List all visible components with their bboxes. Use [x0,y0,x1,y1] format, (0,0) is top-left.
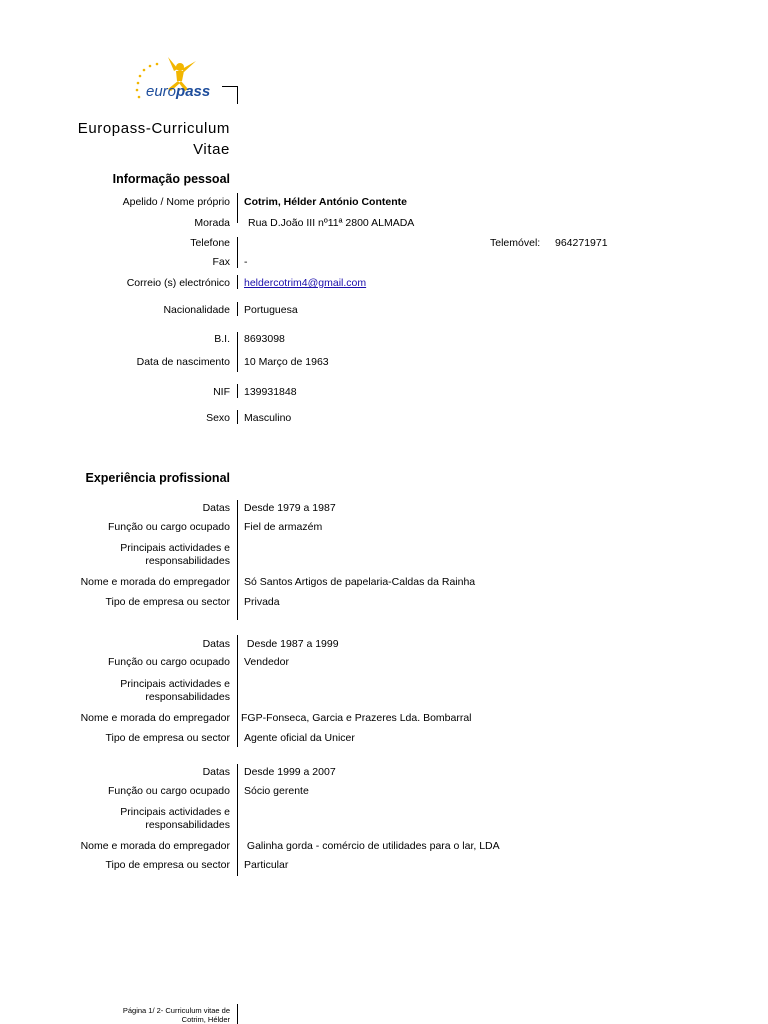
employer-label: Nome e morada do empregador [80,712,230,724]
employer-value: Galinha gorda - comércio de utilidades para o lar, LDA [244,840,500,852]
phone-label: Telefone [190,237,230,249]
role-value: Vendedor [244,656,289,668]
divider-line [237,302,238,316]
activities-label-line2: responsabilidades [145,819,230,831]
dates-value: Desde 1987 a 1999 [244,638,339,650]
email-link[interactable]: heldercotrim4@gmail.com [244,277,367,289]
role-label: Função ou cargo ocupado [107,521,230,533]
divider-line [237,256,238,268]
nationality-label: Nacionalidade [163,304,230,316]
role-value: Sócio gerente [244,785,309,797]
dates-label: Datas [202,766,230,778]
activities-label-line2: responsabilidades [145,691,230,703]
bi-label: B.I. [214,333,230,345]
role-label: Função ou cargo ocupado [107,656,230,668]
employer-label: Nome e morada do empregador [80,576,230,588]
bi-value: 8693098 [244,333,285,345]
activities-label-line2: responsabilidades [145,555,230,567]
europass-wordmark: europass [146,83,211,100]
role-label: Função ou cargo ocupado [107,785,230,797]
name-value: Cotrim, Hélder António Contente [244,196,407,208]
dates-value: Desde 1999 a 2007 [244,766,336,778]
birth-value: 10 Março de 1963 [244,356,329,368]
dates-label: Datas [202,638,230,650]
fax-value: - [244,256,248,268]
nationality-value: Portuguesa [244,304,298,316]
header-rule [222,86,238,87]
divider-line [237,193,238,223]
mobile-value: 964271971 [555,237,608,249]
activities-label-line1: Principais actividades e [120,542,230,554]
fax-label: Fax [212,256,230,268]
email-label: Correio (s) electrónico [126,277,230,289]
divider-line [237,1004,238,1024]
page-footer: Página 1/ 2- Curriculum vitae de Cotrim, Hélder [122,1006,230,1024]
divider-line [237,275,238,289]
name-label: Apelido / Nome próprio [122,196,230,208]
divider-line [237,332,238,372]
employer-label: Nome e morada do empregador [80,840,230,852]
dates-label: Datas [202,502,230,514]
mobile-label: Telemóvel: [490,237,541,249]
section-heading-personal: Informação pessoal [112,172,230,186]
divider-line [237,410,238,424]
divider-line [237,764,238,876]
sector-label: Tipo de empresa ou sector [105,596,230,608]
activities-label-line1: Principais actividades e [120,678,230,690]
dates-value: Desde 1979 a 1987 [244,502,336,514]
divider-line [237,500,238,620]
sector-value: Particular [244,859,289,871]
address-label: Morada [194,217,230,229]
employer-value: FGP-Fonseca, Garcia e Prazeres Lda. Bombarral [241,712,472,724]
section-heading-experience: Experiência profissional [85,471,230,485]
sex-label: Sexo [206,412,230,424]
sector-label: Tipo de empresa ou sector [105,732,230,744]
sex-value: Masculino [244,412,292,424]
nif-value: 139931848 [244,386,297,398]
employer-value: Só Santos Artigos de papelaria-Caldas da Rainha [244,576,476,588]
sector-value: Privada [244,596,280,608]
nif-label: NIF [213,386,230,398]
europass-logo [130,55,240,105]
activities-label-line1: Principais actividades e [120,806,230,818]
header-divider [237,86,238,104]
divider-line [237,635,238,747]
document-title: Europass-Curriculum Vitae [77,120,230,158]
divider-line [237,384,238,398]
birth-label: Data de nascimento [136,356,230,368]
sector-value: Agente oficial da Unicer [244,732,355,744]
role-value: Fiel de armazém [244,521,323,533]
address-value: Rua D.João III nº11ª 2800 ALMADA [248,217,415,229]
sector-label: Tipo de empresa ou sector [105,859,230,871]
